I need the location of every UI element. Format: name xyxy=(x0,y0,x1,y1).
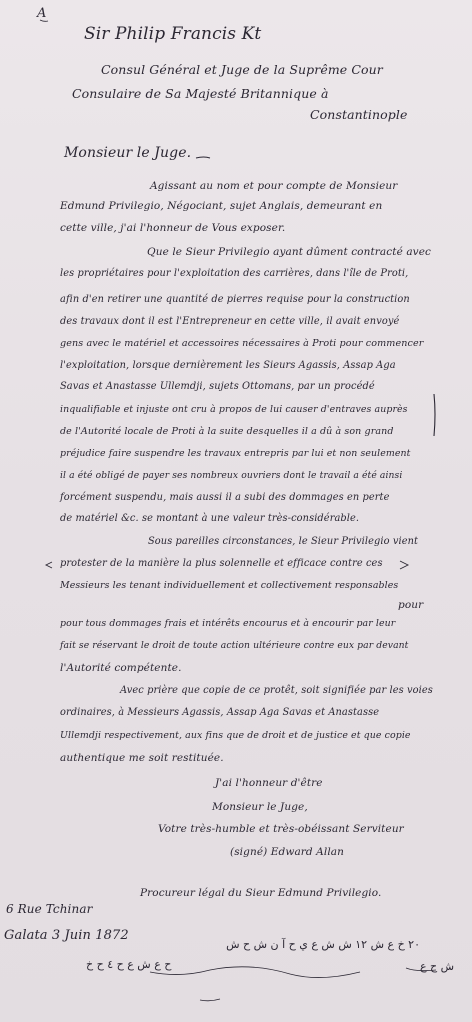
closing-line3: Votre très-humble et très-obéissant Serviteur xyxy=(158,823,404,835)
body-line: Que le Sieur Privilegio ayant dûment contracté avec xyxy=(147,246,432,258)
addressee-city: Constantinople xyxy=(310,107,408,122)
body-line: préjudice faire suspendre les travaux entrepris par lui et non seulement xyxy=(60,448,411,459)
body-line-catchword: pour xyxy=(398,599,424,611)
body-line: Avec prière que copie de ce protêt, soit signifiée par les voies xyxy=(120,685,433,696)
body-line: Sous pareilles circonstances, le Sieur Privilegio vient xyxy=(148,536,419,547)
body-line: afin d'en retirer une quantité de pierres requise pour la construction xyxy=(60,294,410,305)
addressee-prefix: A xyxy=(37,6,47,21)
body-line: il a été obligé de payer ses nombreux ouvriers dont le travail a été ainsi xyxy=(60,470,403,481)
body-line: Agissant au nom et pour compte de Monsieur xyxy=(150,180,398,192)
body-line: des travaux dont il est l'Entrepreneur en cette ville, il avait envoyé xyxy=(60,316,400,327)
body-line: ordinaires, à Messieurs Agassis, Assap Aga Savas et Anastasse xyxy=(60,707,380,718)
body-line: l'exploitation, lorsque dernièrement les Sieurs Agassis, Assap Aga xyxy=(60,360,396,371)
body-line: Messieurs les tenant individuellement et collectivement responsables xyxy=(60,580,399,591)
body-line: protester de la manière la plus solennelle et efficace contre ces xyxy=(60,558,383,569)
body-line: authentique me soit restituée. xyxy=(60,752,224,764)
body-line: pour tous dommages frais et intérêts encourus et à encourir par leur xyxy=(60,618,396,629)
closing-signed: (signé) Edward Allan xyxy=(230,846,345,858)
body-line: fait se réservant le droit de toute action ultérieure contre eux par devant xyxy=(60,640,409,651)
salutation: Monsieur le Juge. xyxy=(64,145,192,161)
procurator-line: Procureur légal du Sieur Edmund Privilegio. xyxy=(140,887,382,899)
closing-line1: J'ai l'honneur d'être xyxy=(215,777,323,789)
body-line: gens avec le matériel et accessoires nécessaires à Proti pour commencer xyxy=(60,338,424,349)
address-place-date: Galata 3 Juin 1872 xyxy=(4,928,129,943)
body-line: forcément suspendu, mais aussi il a subi des dommages en perte xyxy=(60,492,390,503)
addressee-title-line2: Consulaire de Sa Majesté Britannique à xyxy=(72,86,329,101)
body-line: de l'Autorité locale de Proti à la suite desquelles il a dû à son grand xyxy=(60,426,394,437)
addressee-title-line1: Consul Général et Juge de la Suprême Cour xyxy=(101,62,383,77)
arabic-annotation-line1: ٢٠ خ ع ش ١٢ ش ش ع ي ح آ ن ش ح ش xyxy=(226,938,420,951)
body-line: Savas et Anastasse Ullemdji, sujets Ottomans, par un procédé xyxy=(60,381,375,392)
addressee-name: Sir Philip Francis Kt xyxy=(84,24,262,44)
body-line: Edmund Privilegio, Négociant, sujet Anglais, demeurant en xyxy=(60,200,383,212)
body-line: cette ville, j'ai l'honneur de Vous exposer. xyxy=(60,222,286,234)
address-street: 6 Rue Tchinar xyxy=(6,902,93,916)
body-line: l'Autorité compétente. xyxy=(60,662,182,674)
body-line: de matériel &c. se montant à une valeur très-considérable. xyxy=(60,513,360,524)
arabic-annotation-right: ش ح ع xyxy=(420,960,455,973)
body-line: inqualifiable et injuste ont cru à propos de lui causer d'entraves auprès xyxy=(60,404,408,415)
arabic-annotation-line2: ح ع ش ع ح ٤ ح خ xyxy=(86,958,172,971)
body-line: les propriétaires pour l'exploitation des carrières, dans l'île de Proti, xyxy=(60,268,409,279)
body-line: Ullemdji respectivement, aux fins que de droit et de justice et que copie xyxy=(60,730,411,741)
closing-line2: Monsieur le Juge, xyxy=(212,801,308,813)
